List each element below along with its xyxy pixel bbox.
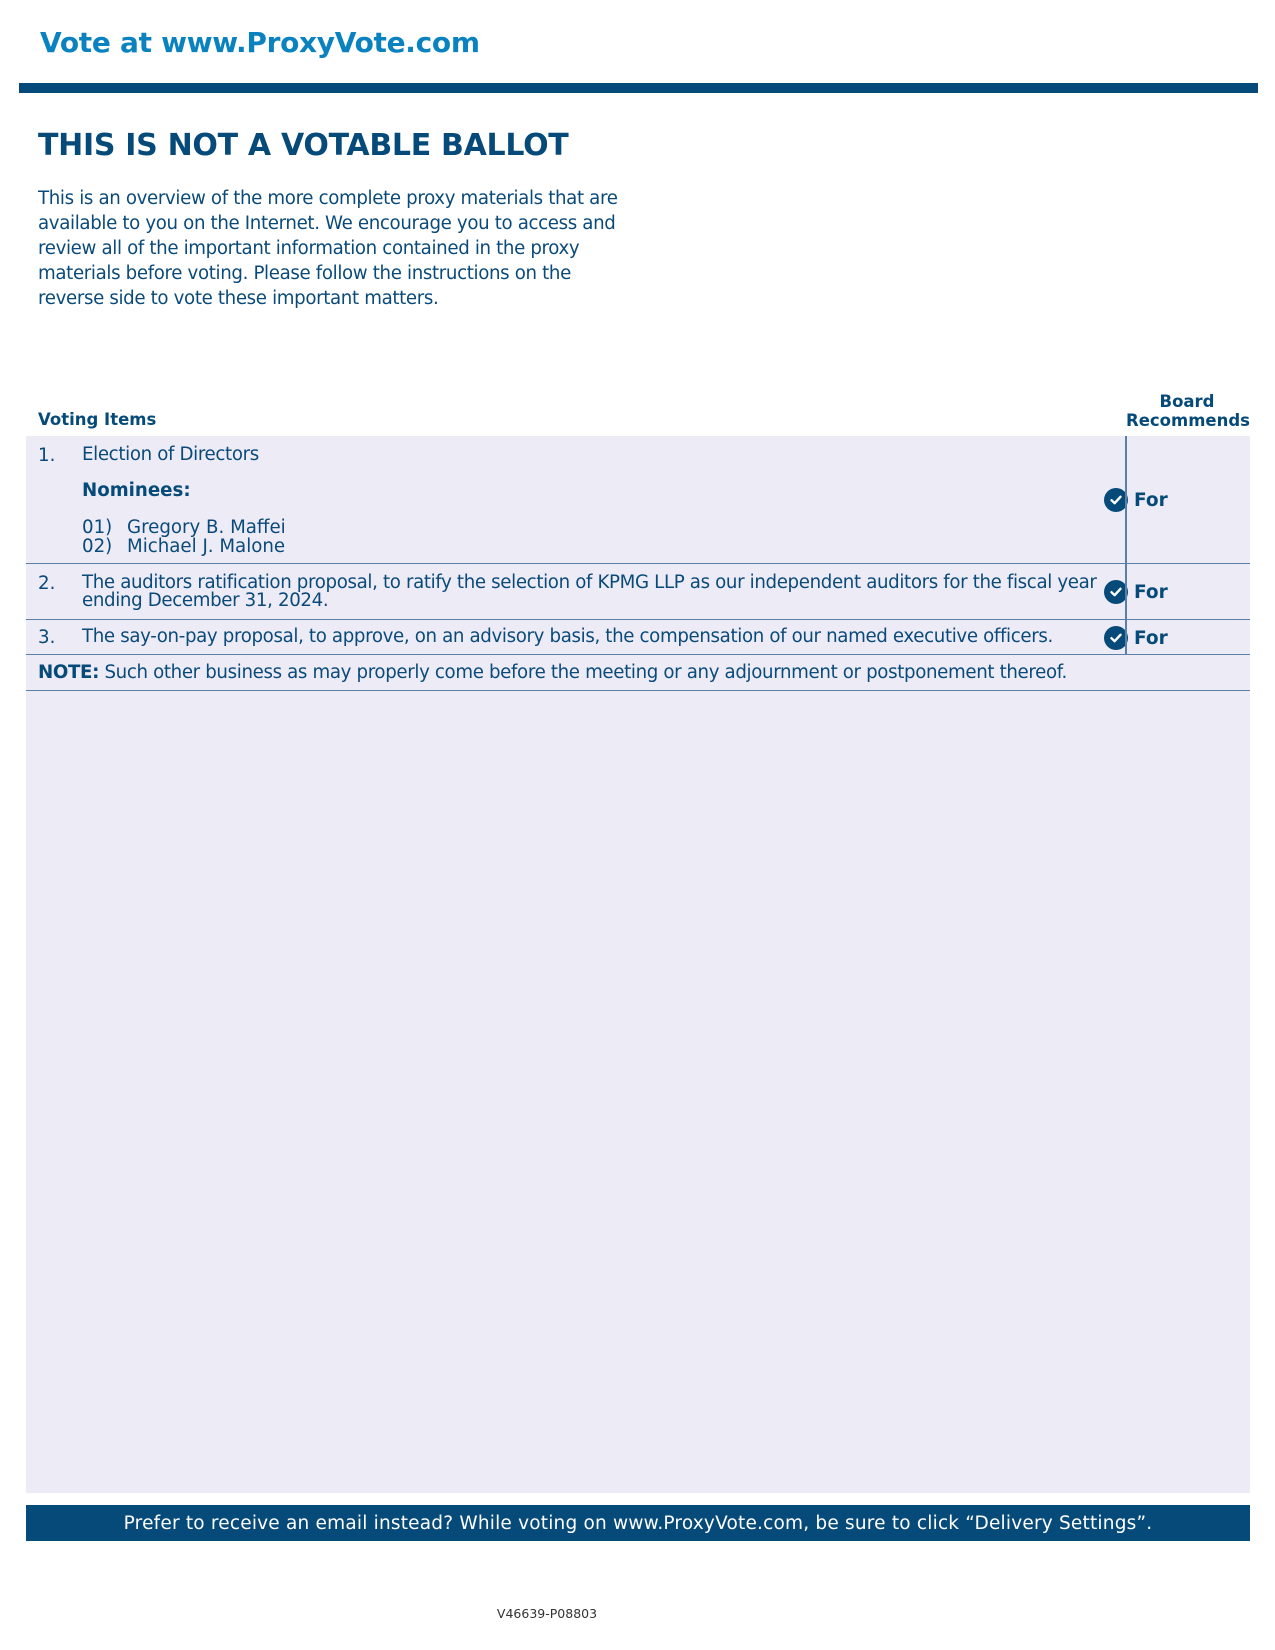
board-recommendation bbox=[1104, 626, 1168, 650]
nominee-name: Gregory B. Maffei bbox=[127, 517, 286, 538]
nominees-label: Nominees: bbox=[82, 480, 191, 501]
board-header-line1: Board bbox=[1159, 392, 1215, 411]
top-divider bbox=[19, 83, 1258, 93]
voting-item-row bbox=[26, 436, 1250, 564]
page-title: THIS IS NOT A VOTABLE BALLOT bbox=[38, 128, 569, 163]
item-number: 1. bbox=[38, 445, 56, 466]
note-text bbox=[38, 662, 1067, 683]
recommendation-label: For bbox=[1134, 627, 1168, 649]
voting-items-header: Voting Items bbox=[38, 410, 157, 429]
item-text-line1: The auditors ratification proposal, to ratify the selection of KPMG LLP as our independent auditors for the fiscal year bbox=[82, 572, 1097, 593]
voting-item-row bbox=[26, 564, 1250, 620]
document-code: V46639-P08803 bbox=[496, 1606, 598, 1621]
board-recommendation bbox=[1104, 580, 1168, 604]
vote-link-header[interactable]: Vote at www.ProxyVote.com bbox=[40, 26, 480, 59]
recommendation-label: For bbox=[1134, 581, 1168, 603]
recommendation-label: For bbox=[1134, 489, 1168, 511]
note-label: NOTE: bbox=[38, 662, 100, 683]
nominee-item bbox=[82, 537, 285, 556]
note-body: Such other business as may properly come before the meeting or any adjournment or postponement thereof. bbox=[99, 662, 1067, 683]
item-text: The say-on-pay proposal, to approve, on an advisory basis, the compensation of our named executive officers. bbox=[82, 626, 1053, 647]
item-text: Election of Directors bbox=[82, 444, 259, 465]
item-number: 2. bbox=[38, 573, 56, 594]
nominee-number: 01) bbox=[82, 517, 113, 538]
email-delivery-text: Prefer to receive an email instead? While voting on www.ProxyVote.com, be sure to click “Delivery Settings”. bbox=[123, 1512, 1153, 1534]
email-delivery-banner bbox=[26, 1505, 1250, 1541]
board-header-line2: Recommends bbox=[1126, 411, 1250, 430]
intro-paragraph: This is an overview of the more complete proxy materials that are available to you on the Internet. We encourage you to access and review all of the important information contained in the proxy materials before voting. Please follow the instructions on the reverse side to vote these important matters. bbox=[38, 188, 618, 309]
voting-item-row bbox=[26, 620, 1250, 655]
board-recommendation bbox=[1104, 488, 1168, 512]
nominee-name: Michael J. Malone bbox=[127, 536, 286, 557]
item-number: 3. bbox=[38, 627, 56, 648]
note-row bbox=[26, 655, 1250, 691]
nominee-item bbox=[82, 518, 286, 537]
item-text-line2: ending December 31, 2024. bbox=[82, 590, 329, 611]
nominee-number: 02) bbox=[82, 536, 113, 557]
board-recommends-header bbox=[1126, 392, 1248, 430]
column-divider bbox=[1125, 436, 1127, 655]
